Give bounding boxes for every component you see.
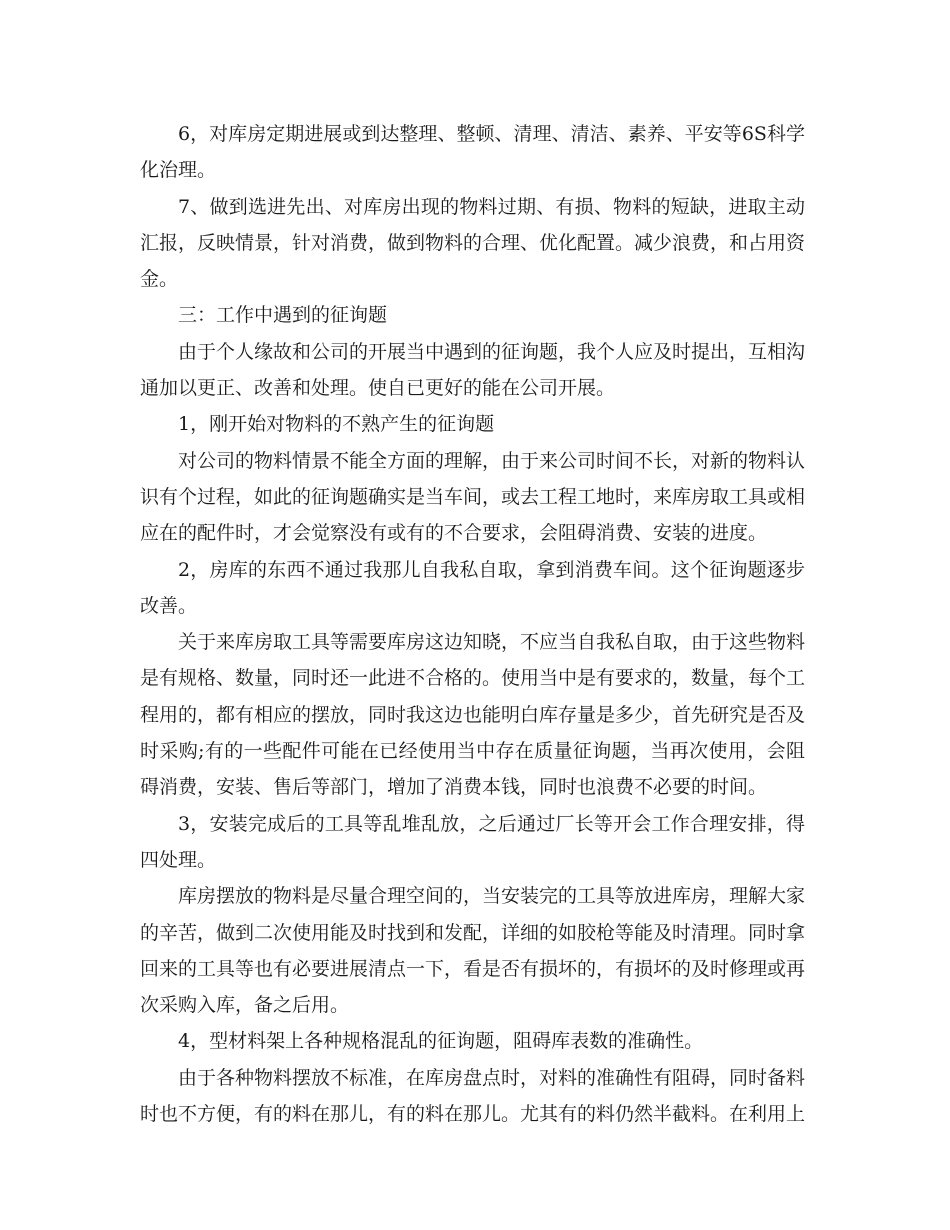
section-heading-problems: 三：工作中遇到的征询题	[178, 304, 388, 327]
paragraph-item-fifo: 7、做到选进先出、对库房出现的物料过期、有损、物料的短缺，进取主动汇报，反映情景，针对消费，做到物料的合理、优化配置。减少浪费，和占用资金。	[140, 195, 806, 291]
subheading-problem-4: 4，型材料架上各种规格混乱的征询题，阻碍库表数的准确性。	[178, 1030, 704, 1053]
paragraph-problem-3-detail: 库房摆放的物料是尽量合理空间的，当安装完的工具等放进库房，理解大家的辛苦，做到二次使用能及时找到和发配，详细的如胶枪等能及时清理。同时拿回来的工具等也有必要进展清点一下，看是否有损坏的，有损坏的及时修理或再次采购入库，备之后用。	[140, 885, 806, 1017]
document-body	[140, 116, 805, 1132]
paragraph-problem-2-detail: 关于来库房取工具等需要库房这边知晓，不应当自我私自取，由于这些物料是有规格、数量，同时还一此进不合格的。使用当中是有要求的，数量，每个工程用的，都有相应的摆放，同时我这边也能明白库存量是多少，首先研究是否及时采购;有的一些配件可能在已经使用当中存在质量征询题，当再次使用，会阻碍消费，安装、售后等部门，增加了消费本钱，同时也浪费不必要的时间。	[140, 631, 806, 799]
paragraph-item-6s-management: 6，对库房定期进展或到达整理、整顿、清理、清洁、素养、平安等6S科学化治理。	[140, 123, 805, 182]
paragraph-problem-1-detail: 对公司的物料情景不能全方面的理解，由于来公司时间不长，对新的物料认识有个过程，如此的征询题确实是当车间，或去工程工地时，来库房取工具或相应在的配件时，才会觉察没有或有的不合要求，会阻碍消费、安装的进度。	[140, 449, 806, 545]
paragraph-problem-4-detail: 由于各种物料摆放不标准，在库房盘点时，对料的准确性有阻碍，同时备料时也不方便，有的料在那儿，有的料在那儿。尤其有的料仍然半截料。在利用上	[140, 1066, 806, 1126]
subheading-problem-1: 1，刚开始对物料的不熟产生的征询题	[178, 413, 495, 436]
subheading-problem-3: 3，安装完成后的工具等乱堆乱放，之后通过厂长等开会工作合理安排，得四处理。	[140, 812, 805, 871]
paragraph-problems-intro: 由于个人缘故和公司的开展当中遇到的征询题，我个人应及时提出，互相沟通加以更正、改善和处理。使自已更好的能在公司开展。	[140, 340, 806, 400]
subheading-problem-2: 2，房库的东西不通过我那儿自我私自取，拿到消费车间。这个征询题逐步改善。	[140, 558, 805, 617]
